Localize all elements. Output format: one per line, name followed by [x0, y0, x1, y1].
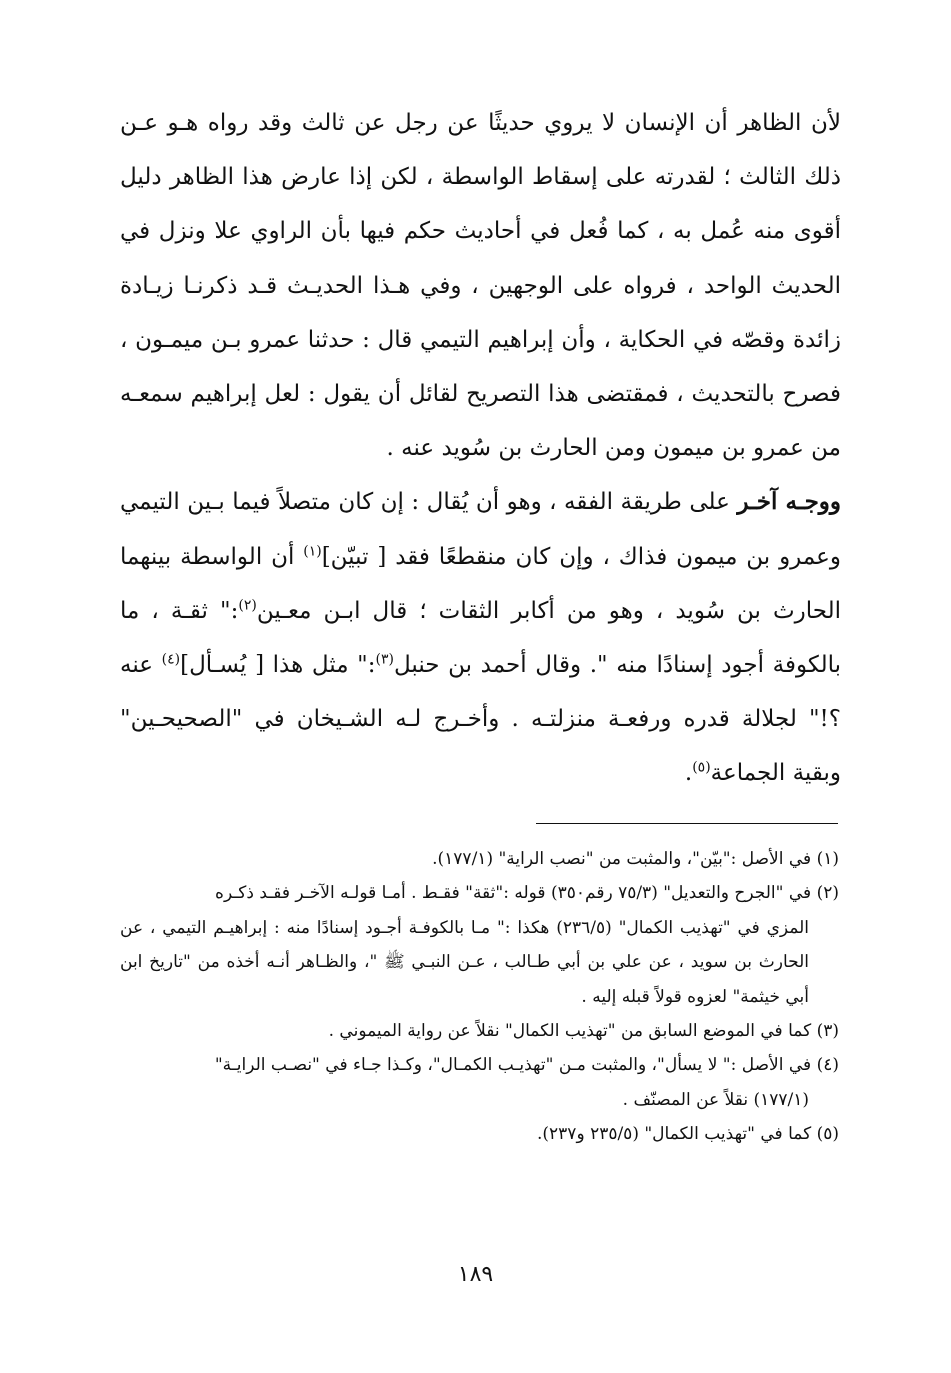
paragraph-2-text-c: :" ثقـة ، ما بالكوفة أجود إسنادًا منه ". وقال أحمد بن حنبل	[120, 597, 841, 679]
footnote-2: (٢) في "الجرح والتعديل" (٧٥/٣ رقم٣٥٠) قوله :"ثقة" فقـط . أمـا قولـه الآخـر فقـد ذكـره	[215, 883, 839, 904]
paragraph-2-text-b: أن الواسطة بينهما الحارث بن سُويد ، وهو من أكابر الثقات ؛ قال ابـن معـين	[120, 543, 842, 624]
paragraph-2-text-d: :" مثل هذا [ يُسـأل]	[180, 652, 376, 679]
paragraph-2	[120, 475, 841, 800]
main-text	[120, 96, 841, 801]
paragraph-1-text: لأن الظاهر أن الإنسان لا يروي حديثًا عن رجل عن ثالث وقد رواه هـو عـن ذلك الثالث ؛ لقدرته على إسقاط الواسطة ، لكن إذا عارض هذا الظاهر دليل أقوى منه عُمل به ، كما فُعل في أحاديث حكم فيها بأن الراوي علا ونزل في الحديث الواحد ، فرواه على الوجهين ، وفي هـذا الحديـث قـد ذكرنـا زيـادة زائدة وقصّه في الحكاية ، وأن إبراهيم التيمي قال : حدثنا عمرو بـن ميمـون ، فصرح بالتحديث ، فمقتضى هذا التصريح لقائل أن يقول : لعل إبراهيم سمعـه من عمرو بن ميمون ومن الحارث بن سُويد عنه .	[120, 110, 841, 462]
footnote-4: (٤) في الأصل :" لا يسأل"، والمثبت مـن "تهذيـب الكمـال"، وكـذا جـاء في "نصـب الرايـة"	[214, 1055, 839, 1076]
footnote-ref-1: (١)	[303, 542, 322, 559]
footnote-divider	[536, 823, 838, 824]
footnote-5: (٥) كما في "تهذيب الكمال" (٢٣٥/٥ و٢٣٧).	[536, 1124, 839, 1145]
paragraph-1	[120, 96, 841, 475]
footnote-ref-5: (٥)	[692, 759, 711, 776]
paragraph-2-end: .	[684, 760, 693, 787]
paragraph-2-text-a: على طريقة الفقه ، وهو أن يُقال : إن كان متصلاً فيما بـين التيمي وعمرو بن ميمون فذاك ، وإن كان منقطعًا فقد [ تبيّن]	[120, 489, 841, 570]
footnote-ref-4: (٤)	[161, 651, 181, 668]
footnote-ref-2: (٢)	[238, 597, 257, 614]
page-number: ١٨٩	[457, 1262, 494, 1287]
paragraph-2-text-e: عنه ؟!" لجلالة قدره ورفعـة منزلتـه . وأخـرج لـه الشـيخان في "الصحيحـين" وبقية الجماعة	[120, 652, 841, 787]
footnote-1: (١) في الأصل :"بيّن"، والمثبت من "نصب الراية" (١٧٧/١).	[432, 849, 839, 869]
footnote-3: (٣) كما في الموضع السابق من "تهذيب الكمال" نقلاً عن رواية الميموني .	[328, 1021, 839, 1042]
footnotes	[120, 842, 839, 1152]
footnote-ref-3: (٣)	[375, 651, 394, 668]
footnote-2-continued: المزي في "تهذيب الكمال" (٢٣٦/٥) هكذا :" مـا بالكوفـة أجـود إسنادًا منه : إبراهيـم التيمي ، عن الحارث بن سويد ، عن علي بن أبي طـالب ، عـن النبـي ﷺ "، والظـاهر أنـه أخذه من "تاريخ ابن أبي خيثمة" لعزوه قولاً قبله إليه .	[120, 917, 809, 1007]
footnote-4-continued: (١٧٧/١) نقلاً عن المصنّف .	[622, 1089, 809, 1110]
paragraph-2-lead: ووجـه آخـر	[737, 488, 842, 516]
